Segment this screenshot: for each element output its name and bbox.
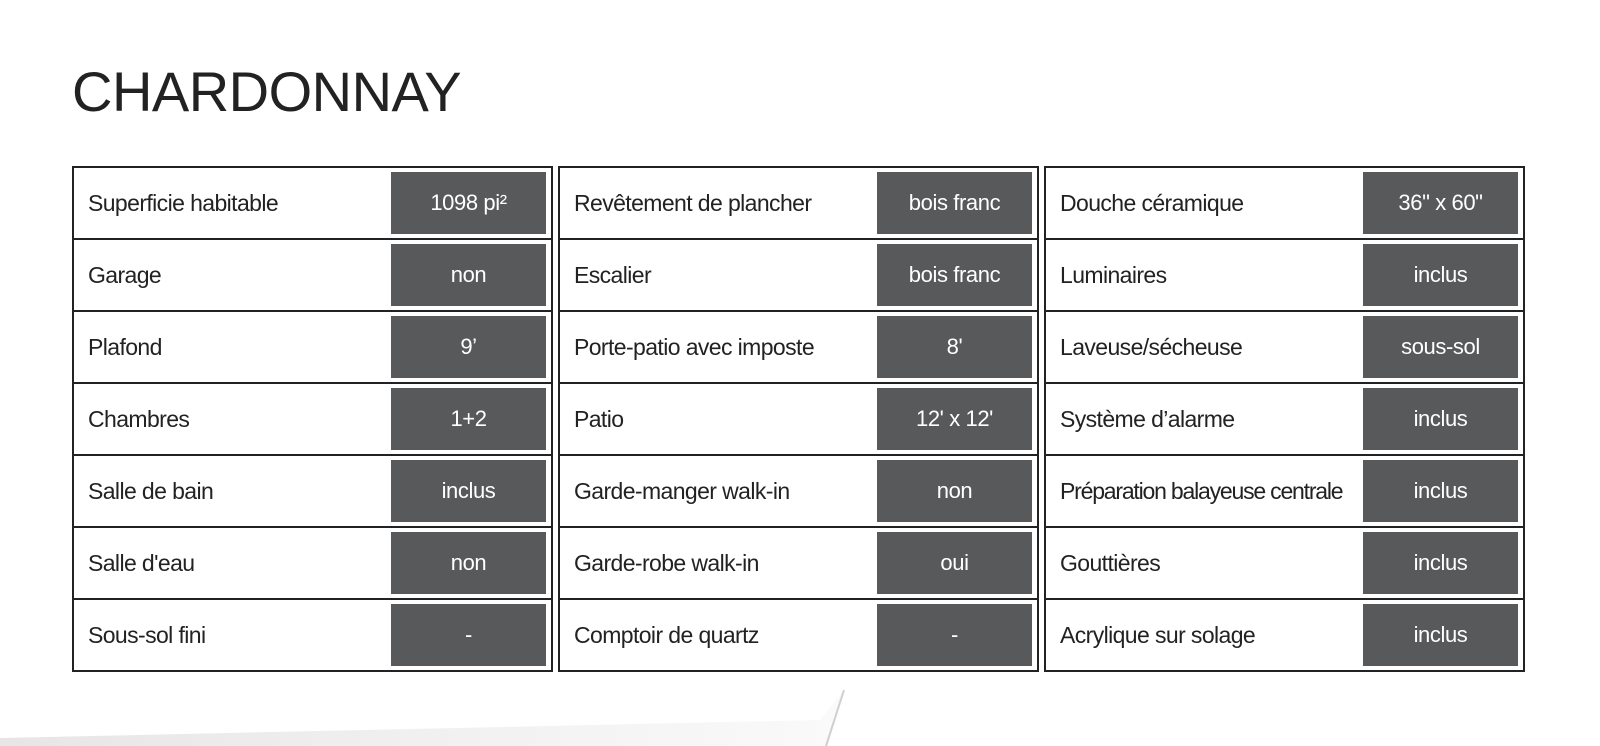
spec-row bbox=[560, 384, 1037, 456]
spec-row bbox=[560, 312, 1037, 384]
spec-row bbox=[560, 240, 1037, 312]
spec-row bbox=[74, 168, 551, 240]
spec-label: Porte-patio avec imposte bbox=[574, 333, 815, 360]
specs-table-2 bbox=[558, 166, 1039, 672]
spec-row bbox=[74, 528, 551, 600]
spec-row bbox=[1046, 384, 1523, 456]
spec-label: Patio bbox=[574, 405, 624, 432]
spec-value: non bbox=[391, 244, 546, 306]
spec-label: Salle de bain bbox=[88, 477, 214, 504]
spec-row bbox=[560, 456, 1037, 528]
spec-label: Revêtement de plancher bbox=[574, 189, 812, 216]
spec-value: inclus bbox=[1363, 604, 1518, 666]
spec-row bbox=[1046, 312, 1523, 384]
spec-label: Gouttières bbox=[1060, 549, 1161, 576]
specs-table-1 bbox=[72, 166, 553, 672]
spec-value: inclus bbox=[1363, 388, 1518, 450]
spec-label: Douche céramique bbox=[1060, 189, 1244, 216]
spec-value: bois franc bbox=[877, 172, 1032, 234]
spec-row bbox=[74, 384, 551, 456]
spec-value: 36" x 60" bbox=[1363, 172, 1518, 234]
spec-value: inclus bbox=[1363, 244, 1518, 306]
spec-label: Chambres bbox=[88, 405, 190, 432]
spec-row bbox=[560, 168, 1037, 240]
spec-row bbox=[1046, 528, 1523, 600]
spec-row bbox=[1046, 600, 1523, 670]
spec-row bbox=[560, 600, 1037, 670]
spec-value: - bbox=[877, 604, 1032, 666]
spec-label: Plafond bbox=[88, 333, 162, 360]
spec-label: Garde-robe walk-in bbox=[574, 549, 759, 576]
spec-row bbox=[1046, 240, 1523, 312]
spec-row bbox=[74, 600, 551, 670]
spec-value: 1098 pi² bbox=[391, 172, 546, 234]
spec-row bbox=[560, 528, 1037, 600]
spec-label: Salle d'eau bbox=[88, 549, 195, 576]
spec-label: Préparation balayeuse centrale bbox=[1060, 477, 1343, 504]
spec-label: Laveuse/sécheuse bbox=[1060, 333, 1243, 360]
spec-label: Comptoir de quartz bbox=[574, 621, 759, 648]
spec-row bbox=[1046, 456, 1523, 528]
decorative-footer-shape bbox=[0, 686, 1600, 746]
spec-label: Luminaires bbox=[1060, 261, 1167, 288]
spec-row bbox=[1046, 168, 1523, 240]
spec-label: Système d’alarme bbox=[1060, 405, 1235, 432]
spec-value: oui bbox=[877, 532, 1032, 594]
spec-value: sous-sol bbox=[1363, 316, 1518, 378]
spec-value: inclus bbox=[1363, 460, 1518, 522]
spec-label: Superficie habitable bbox=[88, 189, 279, 216]
spec-row bbox=[74, 240, 551, 312]
spec-label: Garde-manger walk-in bbox=[574, 477, 790, 504]
spec-label: Escalier bbox=[574, 261, 652, 288]
spec-value: inclus bbox=[391, 460, 546, 522]
spec-label: Sous-sol fini bbox=[88, 621, 206, 648]
spec-row bbox=[74, 312, 551, 384]
specs-table-3 bbox=[1044, 166, 1525, 672]
page-title: CHARDONNAY bbox=[72, 60, 462, 123]
spec-value: 12' x 12' bbox=[877, 388, 1032, 450]
spec-value: non bbox=[391, 532, 546, 594]
spec-value: 1+2 bbox=[391, 388, 546, 450]
spec-value: 9’ bbox=[391, 316, 546, 378]
spec-value: - bbox=[391, 604, 546, 666]
spec-label: Garage bbox=[88, 261, 162, 288]
spec-label: Acrylique sur solage bbox=[1060, 621, 1256, 648]
spec-value: bois franc bbox=[877, 244, 1032, 306]
spec-row bbox=[74, 456, 551, 528]
spec-value: non bbox=[877, 460, 1032, 522]
spec-value: 8' bbox=[877, 316, 1032, 378]
spec-value: inclus bbox=[1363, 532, 1518, 594]
